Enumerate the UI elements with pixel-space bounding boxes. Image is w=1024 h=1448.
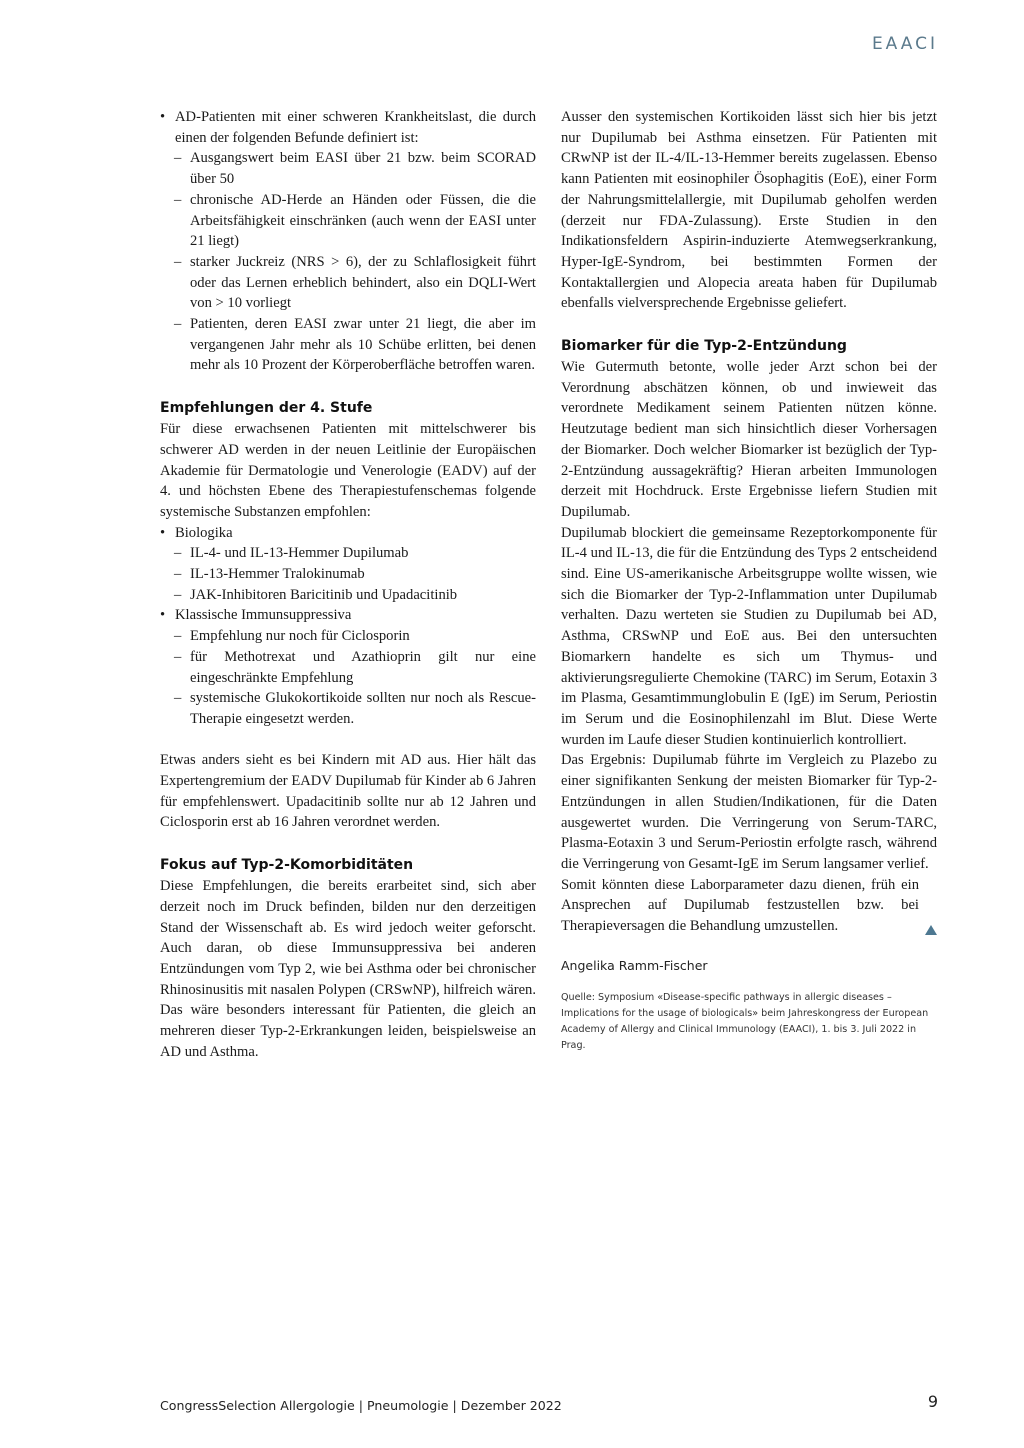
paragraph: Dupilumab blockiert die gemeinsame Rezeptorkomponente für IL-4 und IL-13, die für die Entzündung des Typs 2 entscheidend sind. Eine US-amerikanische Arbeitsgruppe wollte wissen, wie sich die Biomarker der Typ-2-Inflammation unter Dupilumab verhalten. Dazu werteten sie Studien zu Dupilumab bei AD, Asthma, CRSwNP und EoE aus. Bei den untersuchten Biomarkern handelte es sich um Thymus- und aktivierungsregulierte Chemokine (TARC) im Serum, Eotaxin 3 im Plasma, Gesamtimmunglobulin E (IgE) im Serum, Periostin im Serum und die Eosinophilenzahl im Blut. Diese Werte wurden im Laufe dieser Studien kontinuierlich kontrolliert. (561, 524, 937, 748)
list-item: – Empfehlung nur noch für Ciclosporin (160, 626, 536, 647)
paragraph: Somit könnten diese Laborparameter dazu dienen, früh ein Ansprechen auf Dupilumab festzustellen bzw. bei Therapieversagen die Behandlung umzustellen. (561, 876, 919, 935)
list-item: • AD-Patienten mit einer schweren Krankheitslast, die durch einen der folgenden Befunde definiert ist: – Ausgangswert beim EASI über 21 bzw. beim SCORAD über 50 – chronische AD-Herde an Händen oder Füssen, die die Arbeitsfähigkeit einschränken (auch wenn der EASI unter 21 liegt) – starker Juckreiz (NRS > 6), der zu Schlaflosigkeit führt oder das Lernen erheblich behindert, also ein DQLI-Wert von > 10 vorliegt – Patienten, deren EASI zwar unter 21 liegt, die aber im vergangenen Jahr mehr als 10 Schübe erlitten, bei denen mehr als 10 Prozent der Körperoberfläche betroffen waren. (160, 107, 536, 376)
page-number: 9 (927, 1392, 938, 1411)
dash-icon: – (174, 150, 182, 167)
paragraph: Wie Gutermuth betonte, wolle jeder Arzt schon bei der Verordnung abschätzen können, ob und inwieweit das verordnete Medikament seinem Patienten nützen könne. Heutzutage bedient man sich hinsichtlich dieser Vorhersagen der Biomarker. Doch welcher Biomarker ist bezüglich der Typ-2-Entzündung aussagekräftig? Hieran arbeiten Immunologen derzeit mit Hochdruck. Erste Ergebnisse liefern Studien mit Dupilumab. (561, 359, 937, 520)
publication-footer: CongressSelection Allergologie | Pneumologie | Dezember 2022 (160, 1398, 562, 1413)
list-item: – starker Juckreiz (NRS > 6), der zu Schlaflosigkeit führt oder das Lernen erheblich behindert, also ein DQLI-Wert von > 10 vorliegt (174, 253, 536, 312)
list-item: – Patienten, deren EASI zwar unter 21 liegt, die aber im vergangenen Jahr mehr als 10 Schübe erlitten, bei denen mehr als 10 Prozent der Körperoberfläche betroffen waren. (174, 316, 536, 374)
substance-list (160, 523, 536, 730)
dash-icon: – (174, 191, 182, 208)
criteria-sublist (160, 148, 536, 376)
list-item: – systemische Glukokortikoide sollten nur noch als Rescue-Therapie eingesetzt werden. (174, 690, 536, 727)
section-heading: Biomarker für die Typ-2-Entzündung (561, 338, 847, 355)
paragraph: Diese Empfehlungen, die bereits erarbeitet sind, sich aber derzeit noch im Druck befinden, bilden nur den derzeitigen Stand der Wissenschaft ab. Es wird jedoch weiter geforscht. Auch daran, ob diese Immunsuppressiva bei anderen Entzündungen vom Typ 2, wie bei Asthma oder bei chronischer Rhinosinusitis mit nasalen Polypen (CRSwNP), hilfreich wären. Das wäre besonders interessant für Patienten, die gleich an mehreren dieser Typ-2-Erkrankungen leiden, beispielsweise an AD und Asthma. (160, 878, 536, 1060)
list-item: • Biologika – IL-4- und IL-13-Hemmer Dupilumab – IL-13-Hemmer Tralokinumab – JAK-Inhibitoren Baricitinib und Upadacitinib (160, 523, 536, 606)
immunsuppressiva-sublist (160, 626, 536, 730)
paragraph: Das Ergebnis: Dupilumab führte im Vergleich zu Plazebo zu einer signifikanten Senkung der meisten Biomarker für Typ-2-Entzündungen in allen Studien/Indikationen, für die Daten ausgewertet wurden. Die Verringerung von Serum-TARC, Plasma-Eotaxin 3 und Serum-Periostin erfolgte rasch, während die Verringerung von Gesamt-IgE im Serum langsamer verlief. (561, 752, 937, 872)
author-name: Angelika Ramm-Fischer (561, 957, 708, 973)
right-column (561, 107, 937, 1054)
dash-icon: – (174, 545, 182, 562)
source-note: Quelle: Symposium «Disease-specific pathways in allergic diseases – Implications for the usage of biologicals» beim Jahreskongress der European Academy of Allergy and Clinical Immunology (EAACI), 1. bis 3. Juli 2022 in Prag. (561, 992, 929, 1052)
dash-icon: – (174, 690, 182, 707)
list-item: • Klassische Immunsuppressiva – Empfehlung nur noch für Ciclosporin – für Methotrexat und Azathioprin gilt nur eine eingeschränkte Empfehlung – systemische Glukokortikoide sollten nur noch als Rescue-Therapie eingesetzt werden. (160, 605, 536, 729)
list-item: – chronische AD-Herde an Händen oder Füssen, die die Arbeitsfähigkeit einschränken (auch wenn der EASI unter 21 liegt) (174, 191, 536, 250)
paragraph: Für diese erwachsenen Patienten mit mittelschwerer bis schwerer AD werden in der neuen Leitlinie der Europäischen Akademie für Dermatologie und Venerologie (EADV) auf der 4. und höchsten Ebene des Therapiestufenschemas folgende systemische Substanzen empfohlen: (160, 421, 536, 520)
criteria-list (160, 107, 536, 376)
dash-icon: – (174, 253, 182, 270)
list-item: – JAK-Inhibitoren Baricitinib und Upadacitinib (160, 585, 536, 606)
left-column (160, 107, 536, 1063)
biologika-sublist (160, 543, 536, 605)
section-heading: Fokus auf Typ-2-Komorbiditäten (160, 857, 414, 874)
bullet-icon: • (160, 607, 166, 624)
list-item: – für Methotrexat und Azathioprin gilt nur eine eingeschränkte Empfehlung (174, 648, 536, 686)
dash-icon: – (174, 566, 182, 583)
dash-icon: – (174, 316, 182, 333)
dash-icon: – (174, 628, 182, 645)
list-item: – Ausgangswert beim EASI über 21 bzw. beim SCORAD über 50 (174, 150, 536, 188)
section-heading: Empfehlungen der 4. Stufe (160, 400, 373, 417)
list-item: – IL-4- und IL-13-Hemmer Dupilumab (160, 543, 536, 564)
paragraph: Etwas anders sieht es bei Kindern mit AD aus. Hier hält das Expertengremium der EADV Dupilumab für Kinder ab 6 Jahren für empfehlenswert. Upadacitinib sollte nur ab 12 Jahren und Ciclosporin erst ab 16 Jahren verordnet werden. (160, 752, 536, 831)
section-label: EAACI (871, 34, 938, 54)
final-paragraph (561, 875, 937, 937)
dash-icon: – (174, 648, 182, 665)
paragraph: Ausser den systemischen Kortikoiden lässt sich hier bis jetzt nur Dupilumab bei Asthma einsetzen. Für Patienten mit CRwNP ist der IL-4/IL-13-Hemmer bereits zugelassen. Ebenso kann Patienten mit eosinophiler Ösophagitis (EoE), einer Form der Nahrungsmittelallergie, mit Dupilumab geholfen werden (derzeit nur FDA-Zulassung). Erste Studien in den Indikationsfeldern Aspirin-induzierte Atemwegserkrankung, Hyper-IgE-Syndrom, bei bestimmten Formen der Kontaktallergien und Alopecia areata haben für Dupilumab ebenfalls vielversprechende Ergebnisse geliefert. (561, 109, 937, 312)
list-item: – IL-13-Hemmer Tralokinumab (160, 564, 536, 585)
bullet-icon: • (160, 524, 166, 541)
dash-icon: – (174, 586, 182, 603)
end-of-article-triangle-icon (925, 925, 937, 935)
bullet-icon: • (160, 109, 166, 125)
